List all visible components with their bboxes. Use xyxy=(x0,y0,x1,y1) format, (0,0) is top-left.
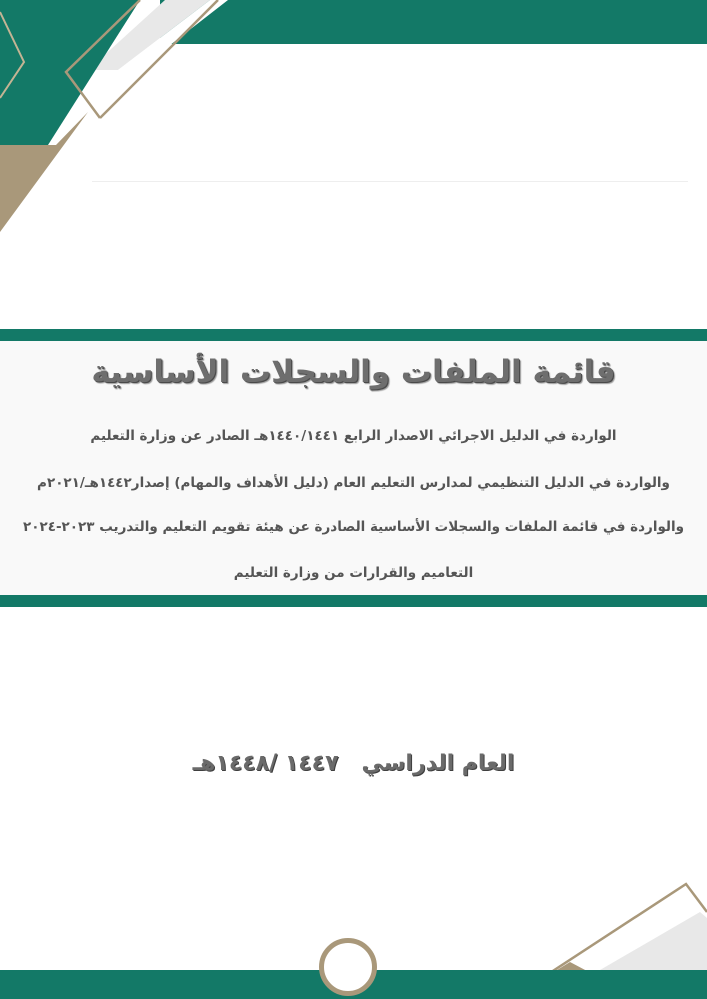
header-divider xyxy=(92,181,688,182)
bottom-gray-stripe xyxy=(600,912,707,970)
subtitle-line: الواردة في الدليل الاجرائي الاصدار الرابع ١٤٤٠/١٤٤١هـ الصادر عن وزارة التعليم xyxy=(90,428,617,444)
title-band-top xyxy=(0,329,707,341)
top-teal-band xyxy=(160,0,707,44)
document-title: قائمة الملفات والسجلات الأساسية xyxy=(91,354,616,390)
subtitle-line: والواردة في قائمة الملفات والسجلات الأساسية الصادرة عن هيئة تقويم التعليم والتدريب ٢٠٢٣-٢٠٢٤ xyxy=(22,519,685,535)
bottom-ring-ornament xyxy=(319,938,377,996)
title-band-bottom xyxy=(0,595,707,607)
subtitle-line: والواردة في الدليل التنظيمي لمدارس التعليم العام (دليل الأهداف والمهام) إصدار١٤٤٢هـ/٢٠٢١م xyxy=(37,475,670,491)
academic-year: العام الدراسي ١٤٤٧ /١٤٤٨هـ xyxy=(192,751,515,776)
subtitle-line: التعاميم والقرارات من وزارة التعليم xyxy=(233,565,474,581)
